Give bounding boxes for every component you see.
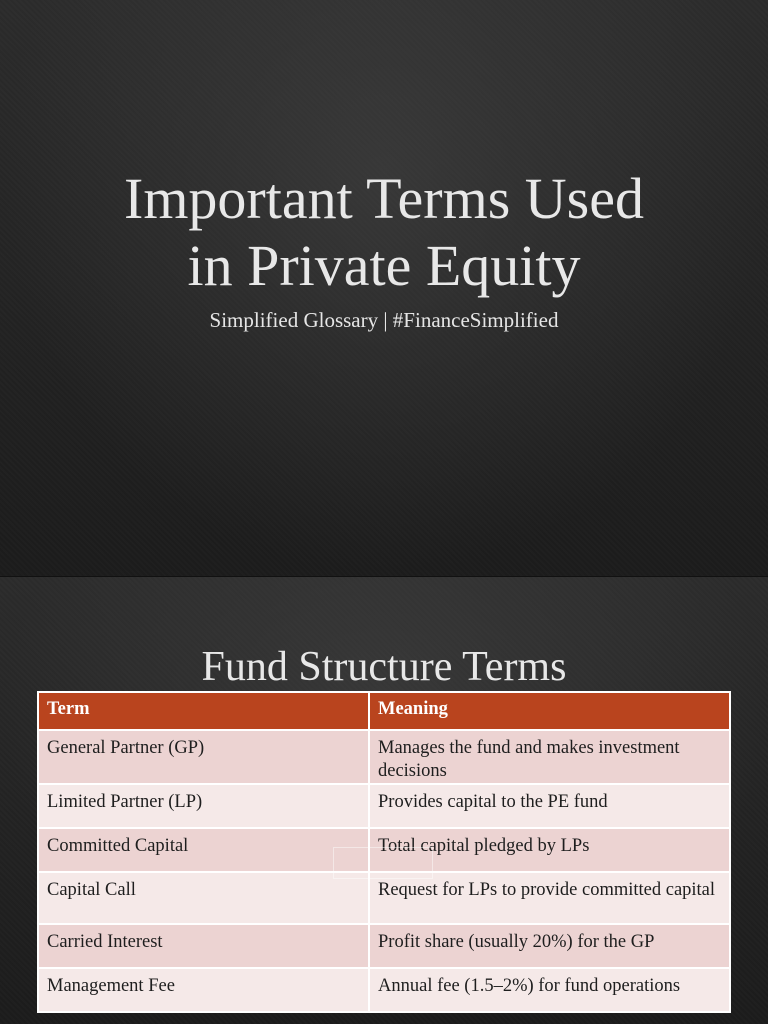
term-cell: Management Fee	[38, 968, 369, 1012]
table-header-row	[38, 692, 730, 730]
meaning-cell: Manages the fund and makes investment decisions	[369, 730, 730, 784]
glossary-table	[37, 691, 731, 1013]
header-meaning: Meaning	[369, 692, 730, 730]
meaning-cell: Annual fee (1.5–2%) for fund operations	[369, 968, 730, 1012]
slide-title	[0, 165, 768, 299]
section-heading: Fund Structure Terms	[201, 644, 567, 690]
slide-subtitle: Simplified Glossary | #FinanceSimplified	[209, 308, 559, 332]
table-row	[38, 924, 730, 968]
meaning-cell: Provides capital to the PE fund	[369, 784, 730, 828]
table-row	[38, 784, 730, 828]
term-cell: Capital Call	[38, 872, 369, 924]
term-cell: Carried Interest	[38, 924, 369, 968]
fund-structure-slide	[0, 576, 768, 1024]
table-row	[38, 730, 730, 784]
term-cell: General Partner (GP)	[38, 730, 369, 784]
term-cell: Limited Partner (LP)	[38, 784, 369, 828]
header-term: Term	[38, 692, 369, 730]
meaning-cell: Profit share (usually 20%) for the GP	[369, 924, 730, 968]
meaning-cell: Request for LPs to provide committed capital	[369, 872, 730, 924]
slide-title-line-2: in Private Equity	[187, 233, 581, 298]
table-row	[38, 828, 730, 872]
meaning-cell: Total capital pledged by LPs	[369, 828, 730, 872]
slide-title-line-1: Important Terms Used	[124, 166, 644, 231]
table-row	[38, 968, 730, 1012]
term-cell: Committed Capital	[38, 828, 369, 872]
table-row	[38, 872, 730, 924]
